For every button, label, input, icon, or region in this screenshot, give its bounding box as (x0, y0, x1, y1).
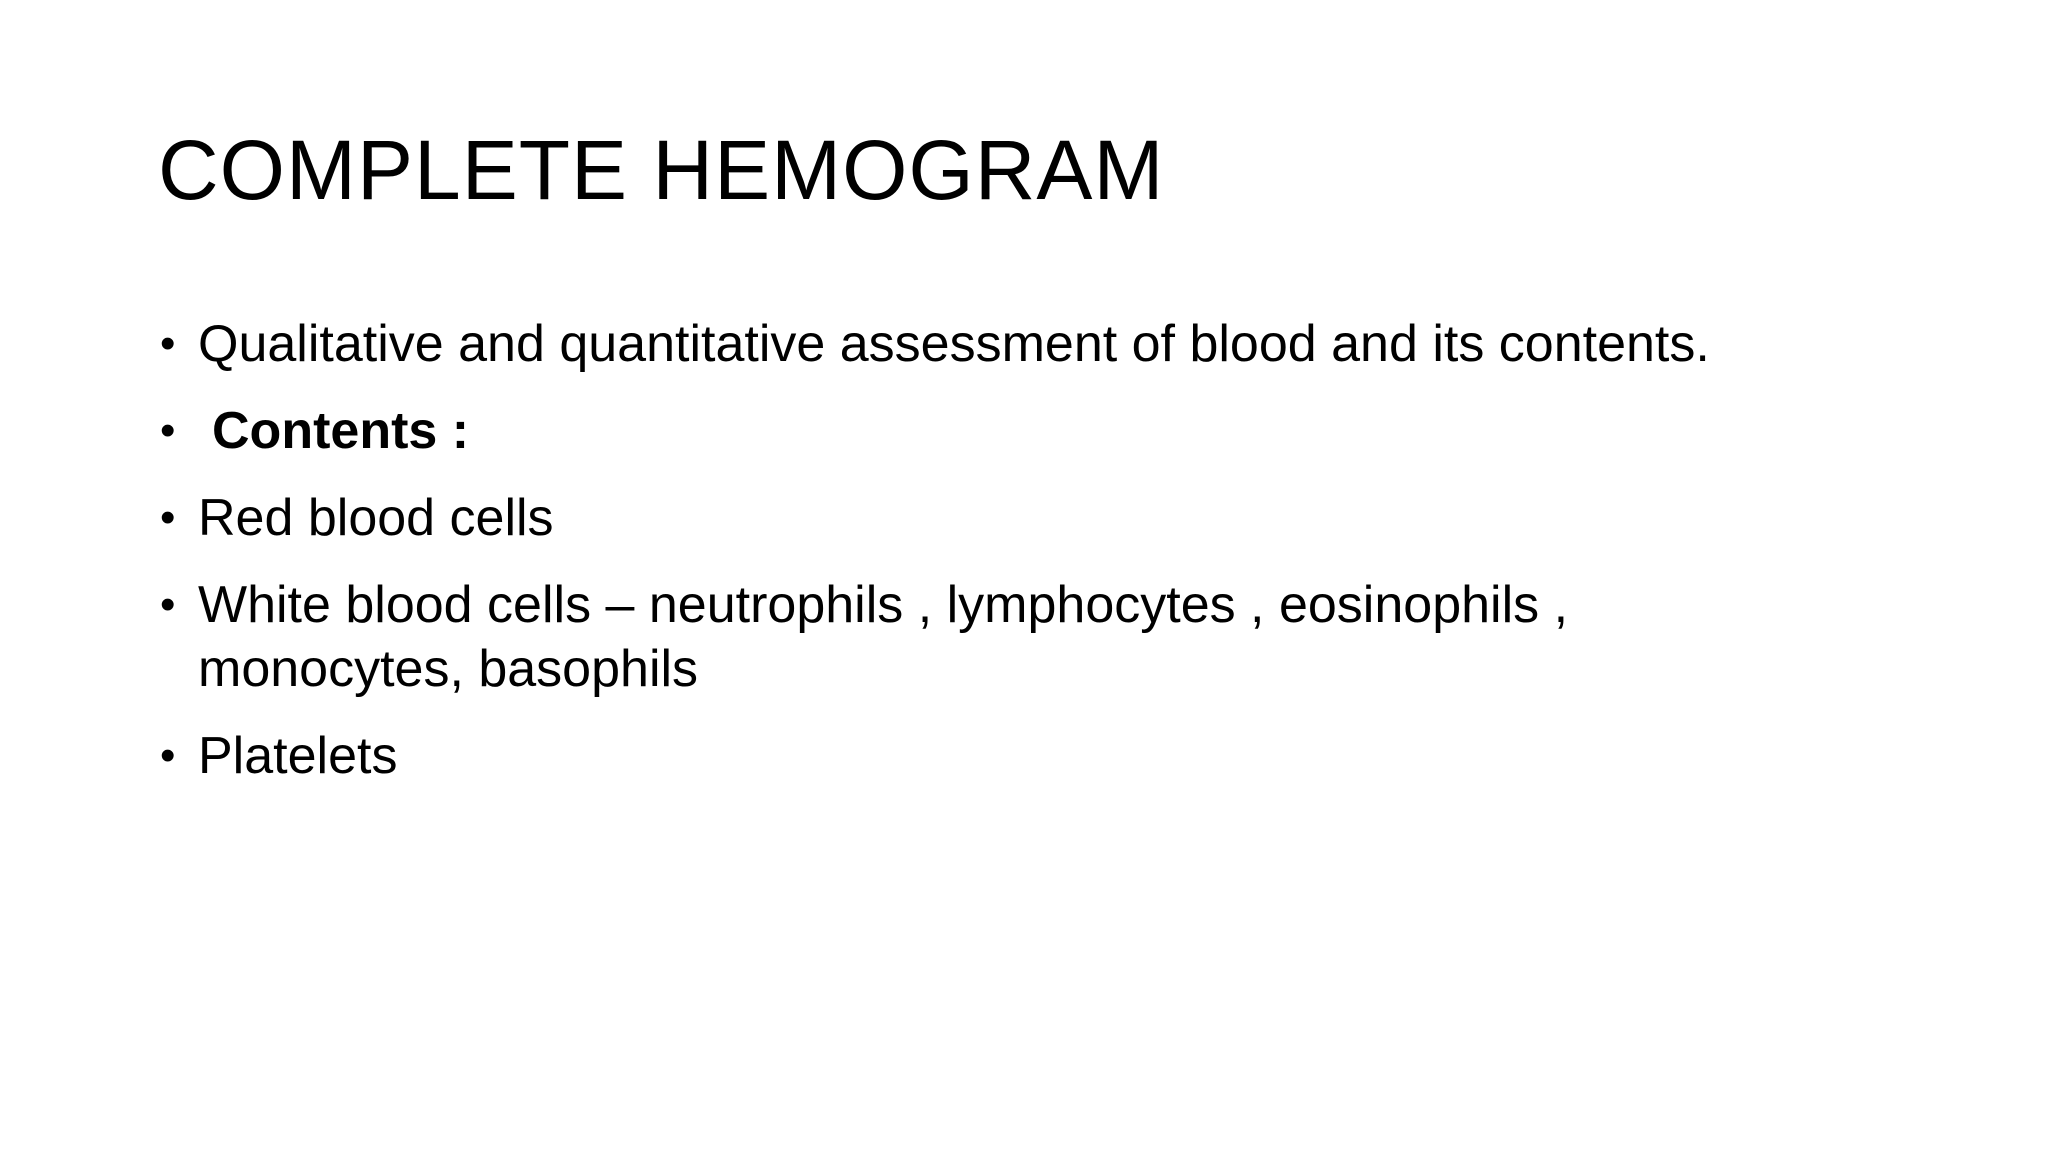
bullet-dot-icon: • (160, 580, 176, 629)
bullet-dot-icon: • (160, 319, 176, 368)
bullet-text: Platelets (198, 727, 398, 785)
bullet-text: Red blood cells (198, 489, 554, 547)
bullet-dot-icon: • (160, 731, 176, 780)
bullet-item (158, 724, 1918, 788)
bullet-list (158, 312, 1918, 811)
slide-title: COMPLETE HEMOGRAM (158, 123, 1165, 217)
bullet-dot-icon: • (160, 493, 176, 542)
bullet-text: White blood cells – neutrophils , lymphocytes , eosinophils , monocytes, basophils (198, 576, 1569, 698)
bullet-item (158, 573, 1918, 701)
bullet-dot-icon: • (160, 406, 176, 455)
bullet-item-heading (158, 399, 1918, 463)
bullet-item (158, 312, 1918, 376)
bullet-text: Contents : (212, 402, 470, 460)
bullet-item (158, 486, 1918, 550)
bullet-text: Qualitative and quantitative assessment of blood and its contents. (198, 315, 1710, 373)
